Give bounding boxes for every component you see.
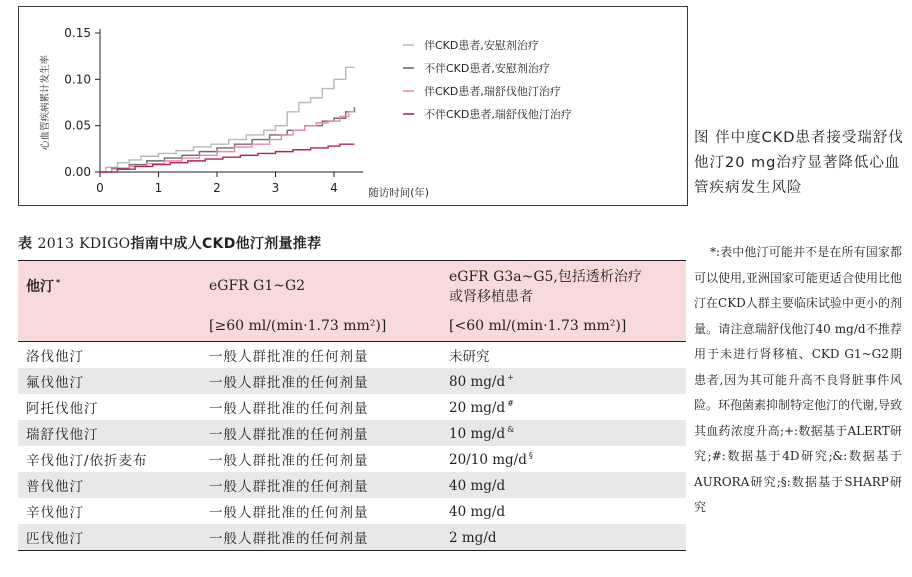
series-line: [100, 107, 354, 172]
legend-label: 不伴CKD患者,安慰剂治疗: [424, 62, 550, 75]
y-tick-label: 0.00: [64, 165, 91, 179]
series-line: [100, 112, 354, 172]
y-tick-label: 0.05: [64, 118, 91, 133]
x-tick-label: 1: [154, 181, 163, 195]
table-row: [18, 524, 686, 551]
header-g35: eGFR G3a~G5,包括透析治疗 或肾移植患者: [441, 261, 686, 312]
x-tick-label: 2: [213, 181, 221, 195]
dose-g35: 未研究: [449, 349, 490, 365]
dose-g35: 10 mg/d &: [441, 420, 686, 446]
legend-label: 伴CKD患者,安慰剂治疗: [424, 39, 539, 52]
dose-g12: 一般人群批准的任何剂量: [209, 349, 369, 365]
table-row: [18, 368, 686, 394]
drug-name: 辛伐他汀/依折麦布: [26, 453, 148, 469]
footnote-mark: +: [507, 372, 514, 382]
table-body: [18, 342, 686, 551]
table-title: [18, 233, 321, 253]
dose-g12: 一般人群批准的任何剂量: [201, 368, 441, 394]
dose-g35: 20 mg/d #: [449, 398, 514, 416]
table-footnote: *:表中他汀可能并不是在所有国家都可以使用,亚洲国家可能更适合使用比他汀在CKD人群主要临床试验中更小的剂量。请注意瑞舒伐他汀40 mg/d不推荐用于未进行肾移植、CKD G1~G2期患者,因为其可能升高不良肾脏事件风险。环孢菌素抑制特定他汀的代谢,导致其血药浓度升高;+:数据基于ALERT研究;#:数据基于4D研究;&:数据基于AURORA研究;§:数据基于SHARP研究: [694, 245, 902, 514]
drug-name: 洛伐他汀: [26, 349, 84, 365]
drug-name: 阿托伐他汀: [26, 401, 99, 417]
dose-g12: 一般人群批准的任何剂量: [209, 453, 369, 469]
dose-g35: 80 mg/d +: [441, 368, 686, 394]
y-tick-label: 0.10: [64, 72, 91, 87]
drug-name: 辛伐他汀: [26, 505, 84, 521]
legend-label: 不伴CKD患者,瑞舒伐他汀治疗: [424, 108, 572, 121]
km-chart: [19, 7, 689, 207]
dose-g12: 一般人群批准的任何剂量: [201, 524, 441, 551]
drug-name: 匹伐他汀: [18, 524, 201, 551]
figure-caption: 图 伴中度CKD患者接受瑞舒伐他汀20 mg治疗显著降低心血管疾病发生风险: [694, 130, 904, 196]
dose-g12: 一般人群批准的任何剂量: [201, 472, 441, 498]
header-drug-blank: [18, 311, 201, 342]
dose-g12: 一般人群批准的任何剂量: [209, 505, 369, 521]
footnote-mark: &: [507, 424, 515, 434]
drug-name: 普伐他汀: [18, 472, 201, 498]
table-row: [18, 394, 686, 420]
table-title-year: 2013 KDIGO: [37, 236, 131, 252]
dose-g35: 2 mg/d: [441, 524, 686, 551]
table-row: [18, 498, 686, 524]
statin-dose-table: [18, 260, 686, 551]
dose-g12: 一般人群批准的任何剂量: [201, 420, 441, 446]
dose-g35: 20/10 mg/d §: [449, 450, 533, 468]
y-tick-label: 0.15: [64, 26, 91, 40]
header-g35-range: [<60 ml/(min·1.73 mm²)]: [441, 311, 686, 342]
footnote-mark: §: [528, 450, 533, 460]
dose-g12: 一般人群批准的任何剂量: [209, 401, 369, 417]
x-tick-label: 3: [271, 181, 280, 195]
table-row: [18, 420, 686, 446]
figure-chart-box: [18, 6, 688, 206]
header-g12-range: [≥60 ml/(min·1.73 mm²)]: [201, 311, 441, 342]
dose-g35: 40 mg/d: [441, 472, 686, 498]
table-row: [18, 342, 686, 369]
table-row: [18, 446, 686, 472]
y-axis-label: 心血管疾病累计发生率: [40, 54, 51, 151]
x-tick-label: 4: [330, 181, 338, 195]
x-axis-label: 随访时间(年): [368, 187, 429, 199]
table-title-rest: 指南中成人CKD他汀剂量推荐: [130, 236, 322, 252]
table-title-prefix: 表: [18, 236, 33, 252]
footnote-mark: #: [507, 398, 514, 408]
series-line: [100, 67, 354, 172]
dose-g35: 40 mg/d: [449, 503, 506, 520]
drug-name: 氟伐他汀: [18, 368, 201, 394]
x-tick-label: 0: [96, 181, 104, 195]
table-row: [18, 472, 686, 498]
drug-name: 瑞舒伐他汀: [18, 420, 201, 446]
header-drug: 他汀 *: [18, 261, 201, 312]
header-g12: eGFR G1~G2: [201, 261, 441, 312]
legend-label: 伴CKD患者,瑞舒伐他汀治疗: [424, 85, 561, 98]
